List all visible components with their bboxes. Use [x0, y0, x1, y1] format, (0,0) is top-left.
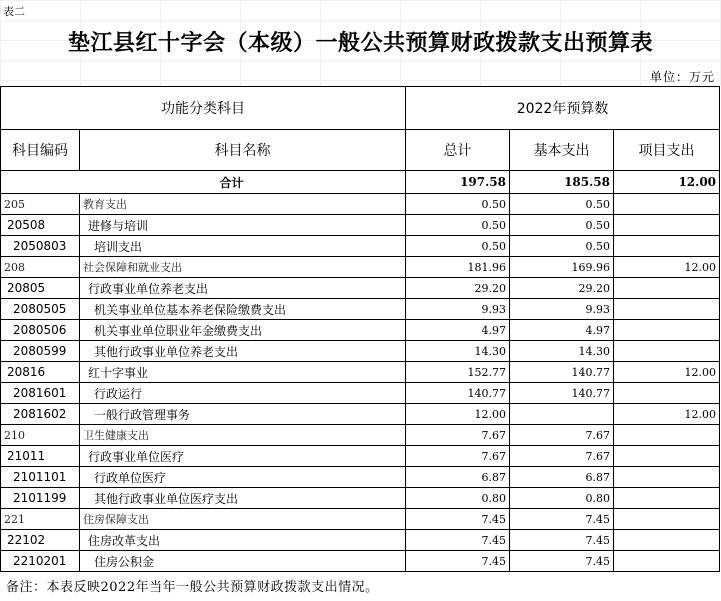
row-project: [614, 509, 720, 530]
table-tag: 表二: [3, 5, 25, 18]
row-project: [614, 467, 720, 488]
row-total: 181.96: [406, 257, 510, 278]
row-project: 12.00: [614, 257, 720, 278]
row-project: [614, 278, 720, 299]
table-row: [1, 320, 720, 341]
row-basic: 0.50: [510, 215, 614, 236]
total-project: 12.00: [614, 171, 720, 194]
row-name: 行政运行: [80, 383, 406, 404]
table-row: [1, 257, 720, 278]
row-total: 29.20: [406, 278, 510, 299]
row-name: 机关事业单位职业年金缴费支出: [80, 320, 406, 341]
table-row: [1, 215, 720, 236]
row-total: 0.80: [406, 488, 510, 509]
row-code: 2081601: [1, 383, 80, 404]
row-total: 0.50: [406, 236, 510, 257]
table-row: [1, 530, 720, 551]
table-row: [1, 194, 720, 215]
row-code: 2081602: [1, 404, 80, 425]
row-name: 红十字事业: [80, 362, 406, 383]
row-total: 0.50: [406, 215, 510, 236]
row-code: 221: [1, 509, 80, 530]
page-title: 垫江县红十字会（本级）一般公共预算财政拨款支出预算表: [67, 30, 653, 56]
row-name: 行政事业单位医疗: [80, 446, 406, 467]
row-name: 行政单位医疗: [80, 467, 406, 488]
table-row: [1, 404, 720, 425]
row-basic: 0.80: [510, 488, 614, 509]
row-name: 卫生健康支出: [80, 425, 406, 446]
row-total: 7.45: [406, 551, 510, 572]
total-column-header: 总计: [406, 130, 510, 171]
row-name: 其他行政事业单位医疗支出: [80, 488, 406, 509]
row-project: [614, 194, 720, 215]
row-basic: 14.30: [510, 341, 614, 362]
row-code: 208: [1, 257, 80, 278]
project-column-header: 项目支出: [614, 130, 720, 171]
row-basic: 7.45: [510, 530, 614, 551]
table-row: [1, 383, 720, 404]
row-total: 12.00: [406, 404, 510, 425]
table-row: [1, 299, 720, 320]
table-row: [1, 446, 720, 467]
row-code: 20805: [1, 278, 80, 299]
row-name: 住房改革支出: [80, 530, 406, 551]
row-project: [614, 299, 720, 320]
row-project: 12.00: [614, 404, 720, 425]
row-basic: 169.96: [510, 257, 614, 278]
row-code: 20816: [1, 362, 80, 383]
row-project: 12.00: [614, 362, 720, 383]
total-basic: 185.58: [510, 171, 614, 194]
table-row: [1, 236, 720, 257]
code-column-header: 科目编码: [1, 130, 80, 171]
group-header-row: [1, 87, 720, 130]
row-basic: 7.45: [510, 551, 614, 572]
row-code: 21011: [1, 446, 80, 467]
row-total: 0.50: [406, 194, 510, 215]
row-code: 2080599: [1, 341, 80, 362]
table-row: [1, 341, 720, 362]
row-total: 7.45: [406, 530, 510, 551]
row-code: 2050803: [1, 236, 80, 257]
budget-table: [0, 86, 720, 572]
row-total: 7.67: [406, 425, 510, 446]
row-total: 6.87: [406, 467, 510, 488]
row-total: 4.97: [406, 320, 510, 341]
row-code: 210: [1, 425, 80, 446]
row-total: 14.30: [406, 341, 510, 362]
row-project: [614, 446, 720, 467]
row-code: 2101101: [1, 467, 80, 488]
table-row: [1, 278, 720, 299]
row-code: 22102: [1, 530, 80, 551]
unit-label: 单位：万元: [649, 70, 715, 84]
total-sum: 197.58: [406, 171, 510, 194]
table-row: [1, 362, 720, 383]
row-basic: 7.67: [510, 425, 614, 446]
row-basic: 140.77: [510, 383, 614, 404]
row-code: 2210201: [1, 551, 80, 572]
row-name: 一般行政管理事务: [80, 404, 406, 425]
row-code: 20508: [1, 215, 80, 236]
row-project: [614, 551, 720, 572]
row-project: [614, 215, 720, 236]
row-basic: 0.50: [510, 236, 614, 257]
row-name: 教育支出: [80, 194, 406, 215]
row-basic: 9.93: [510, 299, 614, 320]
table-row: [1, 425, 720, 446]
row-basic: 4.97: [510, 320, 614, 341]
row-basic: 7.67: [510, 446, 614, 467]
row-name: 培训支出: [80, 236, 406, 257]
row-code: 2080506: [1, 320, 80, 341]
row-code: 2080505: [1, 299, 80, 320]
row-basic: 0.50: [510, 194, 614, 215]
row-total: 140.77: [406, 383, 510, 404]
total-row: [1, 171, 720, 194]
row-basic: 6.87: [510, 467, 614, 488]
column-header-row: [1, 130, 720, 171]
row-project: [614, 341, 720, 362]
footer-note: 备注：本表反映2022年当年一般公共预算财政拨款支出情况。: [6, 580, 379, 595]
table-row: [1, 509, 720, 530]
row-basic: 140.77: [510, 362, 614, 383]
row-name: 行政事业单位养老支出: [80, 278, 406, 299]
table-row: [1, 551, 720, 572]
row-project: [614, 236, 720, 257]
row-basic: 29.20: [510, 278, 614, 299]
row-name: 住房保障支出: [80, 509, 406, 530]
name-column-header: 科目名称: [80, 130, 406, 171]
row-total: 152.77: [406, 362, 510, 383]
row-name: 其他行政事业单位养老支出: [80, 341, 406, 362]
row-total: 7.45: [406, 509, 510, 530]
row-project: [614, 383, 720, 404]
row-total: 7.67: [406, 446, 510, 467]
row-code: 2101199: [1, 488, 80, 509]
row-project: [614, 425, 720, 446]
row-name: 进修与培训: [80, 215, 406, 236]
row-basic: 7.45: [510, 509, 614, 530]
row-name: 社会保障和就业支出: [80, 257, 406, 278]
budget-year-header: 2022年预算数: [406, 87, 720, 130]
row-project: [614, 530, 720, 551]
total-label: 合计: [1, 171, 406, 194]
row-basic: [510, 404, 614, 425]
table-row: [1, 467, 720, 488]
row-project: [614, 488, 720, 509]
function-class-header: 功能分类科目: [1, 87, 406, 130]
row-project: [614, 320, 720, 341]
row-total: 9.93: [406, 299, 510, 320]
row-name: 机关事业单位基本养老保险缴费支出: [80, 299, 406, 320]
table-row: [1, 488, 720, 509]
row-code: 205: [1, 194, 80, 215]
basic-column-header: 基本支出: [510, 130, 614, 171]
row-name: 住房公积金: [80, 551, 406, 572]
